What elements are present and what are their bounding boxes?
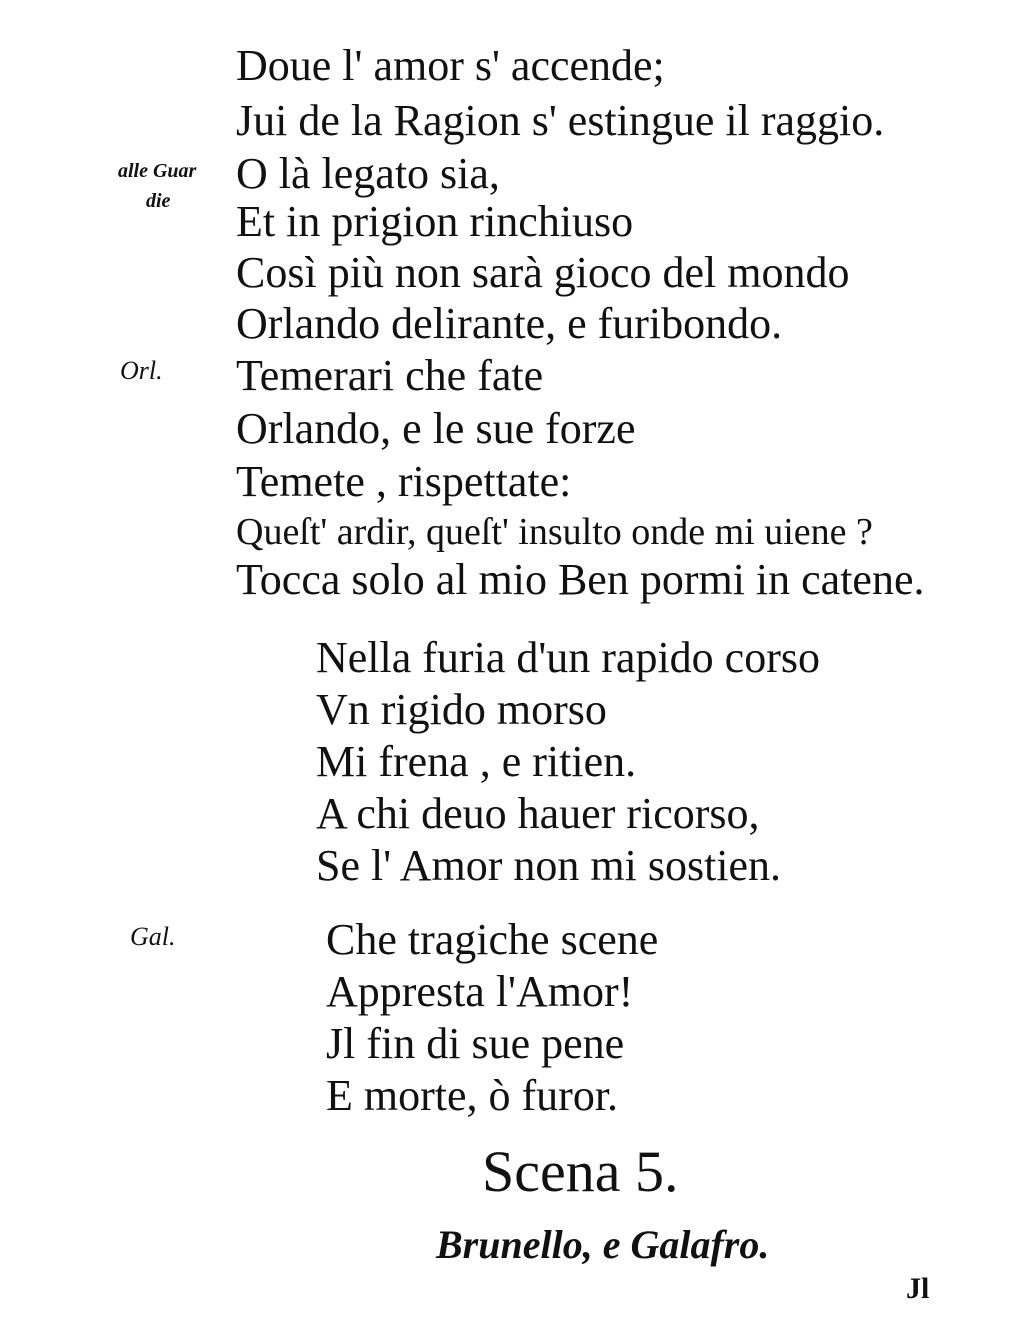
aria-line: Jl fin di sue pene [326,1019,625,1068]
stage-note-guards-line-1: alle Guar [118,160,197,182]
aria-line: E morte, ò furor. [326,1071,619,1120]
scene-persons: Brunello, e Galafro. [436,1222,770,1267]
verse-line: Queſt' ardir, queſt' insulto onde mi uiene ? [236,511,873,553]
aria-line: Se l' Amor non mi sostien. [316,841,782,890]
aria-line: A chi deuo hauer ricorso, [316,789,760,838]
verse-line: Orlando, e le sue forze [236,404,636,453]
aria-line: Mi frena , e ritien. [316,737,637,786]
aria-line: Che tragiche scene [326,915,659,964]
verse-line: Doue l' amor s' accende; [236,41,665,90]
speaker-galafro: Gal. [130,922,176,951]
aria-line: Nella furia d'un rapido corso [316,633,820,682]
aria-line: Appresta l'Amor! [326,967,634,1016]
stage-note-guards-line-2: die [146,190,171,212]
verse-line: Così più non sarà gioco del mondo [236,248,850,297]
verse-line: Tocca solo al mio Ben pormi in catene. [236,555,925,604]
verse-line: Jui de la Ragion s' estingue il raggio. [236,96,885,145]
verse-line: Orlando delirante, e furibondo. [236,299,783,348]
verse-line: Et in prigion rinchiuso [236,197,634,246]
verse-line: O là legato sia, [236,149,500,198]
signature-mark: Jl [906,1272,930,1305]
verse-line: Temerari che fate [236,351,544,400]
speaker-orlando: Orl. [120,356,163,385]
scene-title: Scena 5. [482,1139,679,1204]
verse-line: Temete , rispettate: [236,457,572,506]
aria-line: Vn rigido morso [316,685,607,734]
